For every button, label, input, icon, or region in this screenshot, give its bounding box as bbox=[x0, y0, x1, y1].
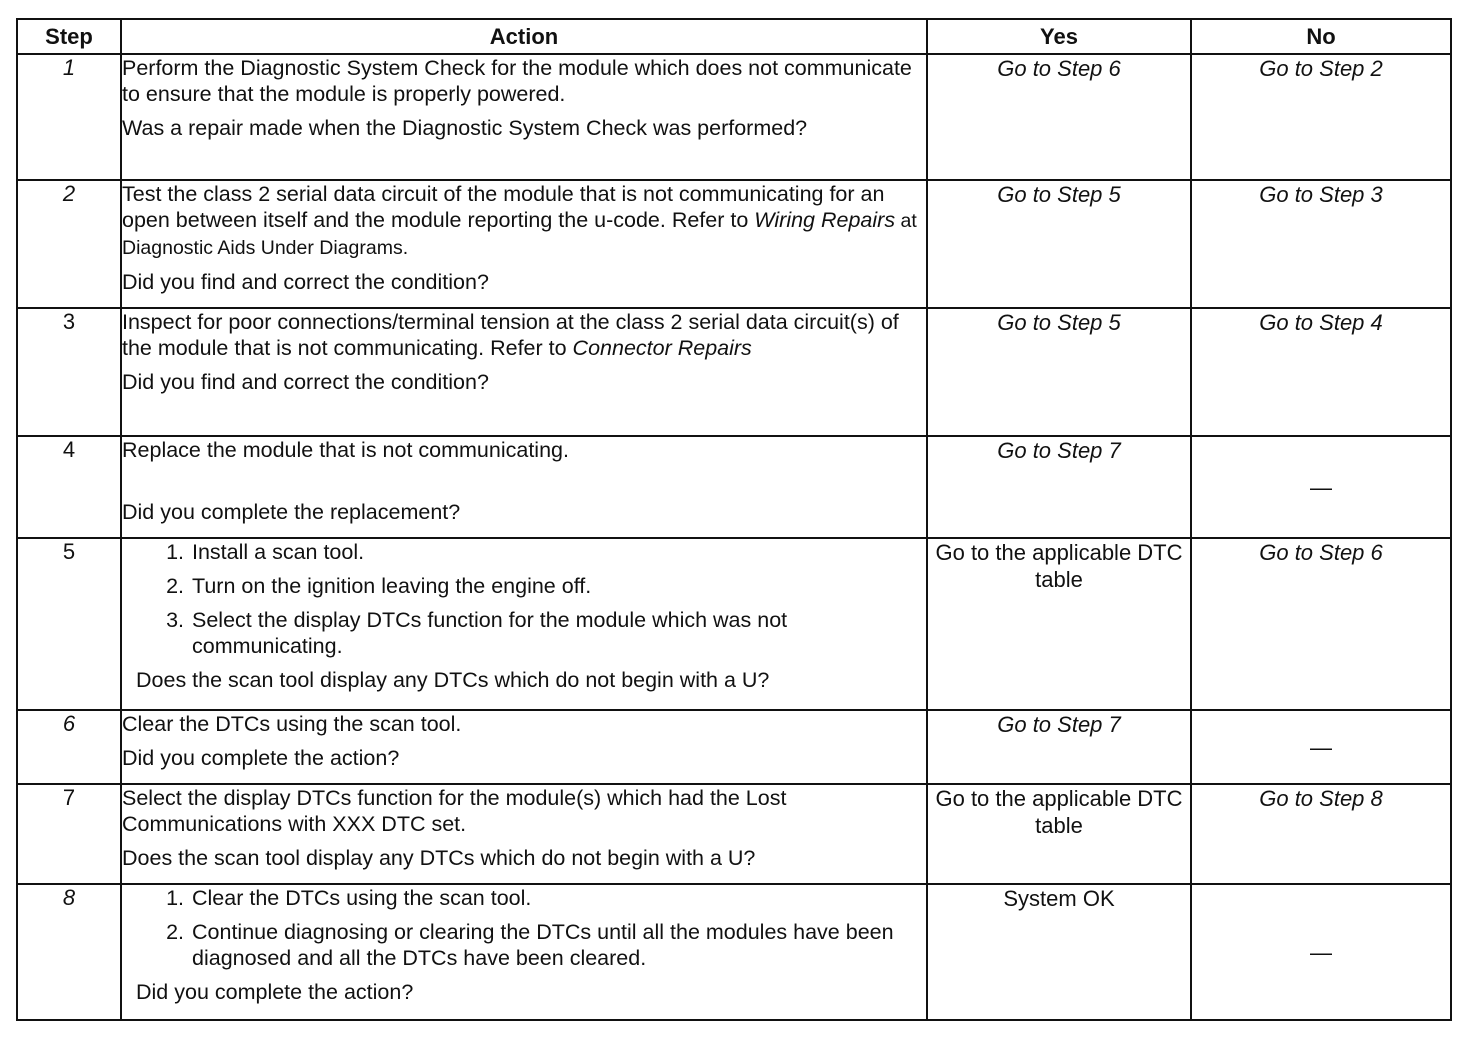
yes-result: Go to Step 7 bbox=[927, 436, 1191, 538]
yes-result: Go to Step 5 bbox=[927, 308, 1191, 436]
action-cell bbox=[121, 436, 927, 538]
list-item: 2. Continue diagnosing or clearing the DTCs until all the modules have been diagnosed and all the DTCs have been cleared. bbox=[166, 920, 894, 970]
step-number: 2 bbox=[17, 180, 121, 308]
table-row bbox=[17, 884, 1451, 1020]
step-number: 5 bbox=[17, 538, 121, 710]
header-yes: Yes bbox=[927, 19, 1191, 54]
no-result: Go to Step 8 bbox=[1191, 784, 1451, 884]
action-text: Select the display DTCs function for the module(s) which had the Lost Communications with XXX DTC set. bbox=[122, 786, 787, 836]
reference-wiring-repairs: Wiring Repairs bbox=[754, 208, 896, 232]
action-question: Did you complete the replacement? bbox=[122, 500, 461, 524]
list-item: 1. Clear the DTCs using the scan tool. bbox=[166, 886, 532, 910]
step-number: 6 bbox=[17, 710, 121, 784]
yes-result: Go to Step 5 bbox=[927, 180, 1191, 308]
yes-result: Go to the applicable DTC table bbox=[927, 538, 1191, 710]
action-cell bbox=[121, 710, 927, 784]
step-number: 1 bbox=[17, 54, 121, 180]
no-result: — bbox=[1191, 436, 1451, 538]
action-cell bbox=[121, 784, 927, 884]
action-lead: Inspect for poor connections/terminal tension at the class 2 serial data circuit(s) of the module that is not communicating. Refer to bbox=[122, 310, 899, 360]
step-number: 4 bbox=[17, 436, 121, 538]
action-cell bbox=[121, 884, 927, 1020]
yes-result: Go to Step 7 bbox=[927, 710, 1191, 784]
action-question: Does the scan tool display any DTCs which do not begin with a U? bbox=[122, 846, 756, 870]
yes-result: System OK bbox=[927, 884, 1191, 1020]
action-text: Perform the Diagnostic System Check for the module which does not communicate to ensure that the module is properly powered. bbox=[122, 56, 912, 106]
action-cell bbox=[121, 180, 927, 308]
table-row bbox=[17, 436, 1451, 538]
table-row bbox=[17, 54, 1451, 180]
step-number: 8 bbox=[17, 884, 121, 1020]
table-row bbox=[17, 538, 1451, 710]
action-question: Did you complete the action? bbox=[122, 746, 400, 770]
no-result: Go to Step 2 bbox=[1191, 54, 1451, 180]
no-result: — bbox=[1191, 710, 1451, 784]
action-question: Did you complete the action? bbox=[136, 980, 414, 1004]
action-question: Did you find and correct the condition? bbox=[122, 270, 489, 294]
header-action: Action bbox=[121, 19, 927, 54]
action-cell bbox=[121, 54, 927, 180]
action-question: Did you find and correct the condition? bbox=[122, 370, 489, 394]
header-step: Step bbox=[17, 19, 121, 54]
diagnostic-table bbox=[16, 18, 1452, 1021]
action-steps-list bbox=[130, 539, 926, 659]
action-cell bbox=[121, 538, 927, 710]
table-row bbox=[17, 710, 1451, 784]
no-result: Go to Step 6 bbox=[1191, 538, 1451, 710]
no-result: Go to Step 4 bbox=[1191, 308, 1451, 436]
reference-connector-repairs: Connector Repairs bbox=[572, 336, 752, 360]
no-result: — bbox=[1191, 884, 1451, 1020]
no-result: Go to Step 3 bbox=[1191, 180, 1451, 308]
action-cell bbox=[121, 308, 927, 436]
action-tail: at Diagnostic Aids Under Diagrams. bbox=[122, 210, 917, 259]
action-question: Was a repair made when the Diagnostic System Check was performed? bbox=[122, 116, 808, 140]
header-no: No bbox=[1191, 19, 1451, 54]
action-question: Does the scan tool display any DTCs which do not begin with a U? bbox=[136, 668, 770, 692]
list-item: 1. Install a scan tool. bbox=[166, 540, 365, 564]
action-text bbox=[122, 309, 926, 361]
list-item: 2. Turn on the ignition leaving the engine off. bbox=[166, 574, 592, 598]
table-row bbox=[17, 180, 1451, 308]
table-row bbox=[17, 308, 1451, 436]
yes-result: Go to Step 6 bbox=[927, 54, 1191, 180]
list-item: 3. Select the display DTCs function for the module which was not communicating. bbox=[166, 608, 788, 658]
header-row bbox=[17, 19, 1451, 54]
action-steps-list bbox=[130, 885, 926, 971]
table-row bbox=[17, 784, 1451, 884]
action-text: Replace the module that is not communicating. bbox=[122, 438, 569, 462]
action-text: Clear the DTCs using the scan tool. bbox=[122, 712, 462, 736]
step-number: 3 bbox=[17, 308, 121, 436]
yes-result: Go to the applicable DTC table bbox=[927, 784, 1191, 884]
step-number: 7 bbox=[17, 784, 121, 884]
action-text bbox=[122, 181, 926, 261]
action-lead: Test the class 2 serial data circuit of the module that is not communicating for an open between itself and the module reporting the u-code. Refer to bbox=[122, 182, 885, 232]
